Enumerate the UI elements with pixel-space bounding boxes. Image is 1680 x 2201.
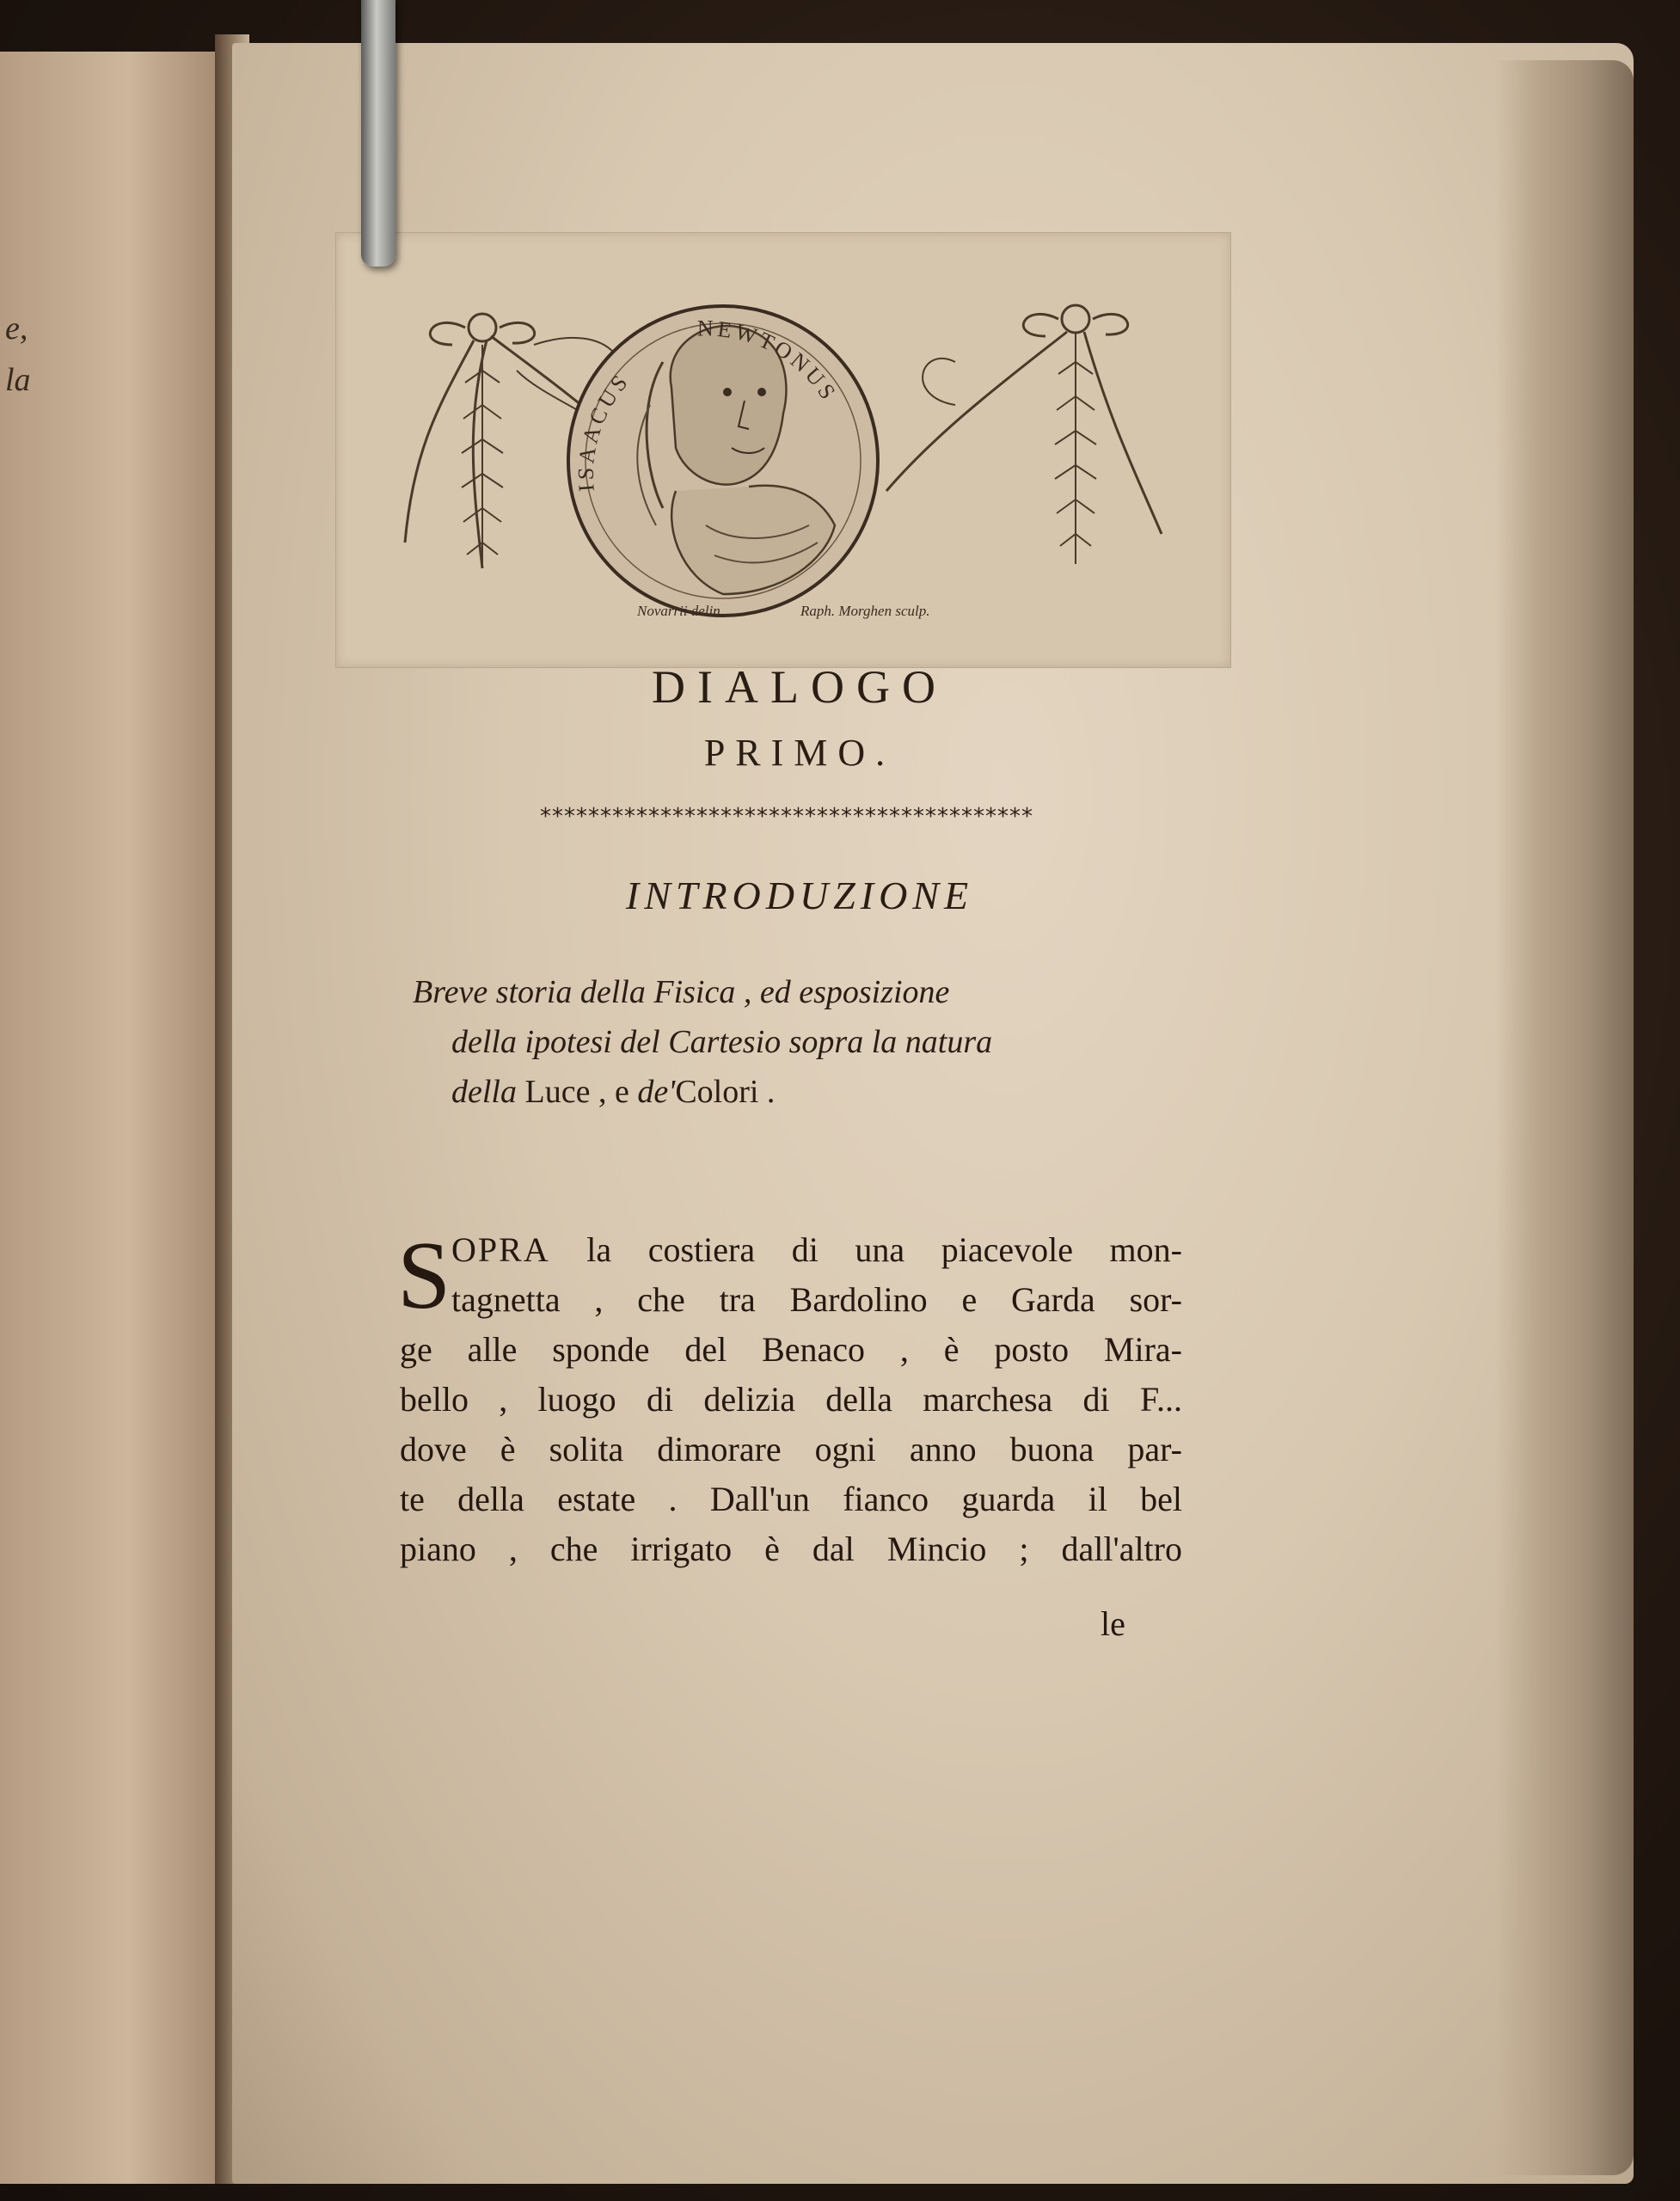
page-subtitle: PRIMO. xyxy=(703,732,896,774)
medallion-inscription-left: ISAACUS xyxy=(573,367,635,493)
engraving-plate xyxy=(335,232,1231,668)
body-line: piano , che irrigato è dal Mincio ; dall'altro xyxy=(400,1530,1182,1568)
first-word-small-caps: OPRA xyxy=(451,1230,550,1269)
chapter-summary xyxy=(413,967,1161,1117)
body-line: dove è solita dimorare ogni anno buona par- xyxy=(400,1430,1182,1468)
ornamental-divider: ***************************************** xyxy=(540,804,1033,830)
bookmark-pin xyxy=(361,0,395,267)
body-line: tagnetta , che tra Bardolino e Garda sor- xyxy=(451,1280,1182,1319)
catchword: le xyxy=(1101,1604,1125,1643)
section-heading: INTRODUZIONE xyxy=(625,874,974,917)
body-line: ge alle sponde del Benaco , è posto Mira- xyxy=(400,1330,1182,1369)
left-page-fragment: la xyxy=(5,362,31,398)
drop-cap: S xyxy=(397,1223,451,1329)
left-page xyxy=(0,52,232,2184)
body-paragraph xyxy=(400,1225,1182,1574)
body-line: bello , luogo di delizia della marchesa di F... xyxy=(400,1380,1182,1419)
page-title: DIALOGO xyxy=(652,661,947,713)
engraver-signature-left: Novarrii delin. xyxy=(637,603,725,619)
engraver-signature-right: Raph. Morghen sculp. xyxy=(800,603,930,619)
summary-line: della Luce , e de'Colori . xyxy=(451,1074,776,1110)
summary-line: Breve storia della Fisica , ed esposizione xyxy=(413,974,950,1010)
summary-line: della ipotesi del Cartesio sopra la natura xyxy=(451,1024,993,1060)
left-page-fragment: e, xyxy=(5,310,28,346)
engraving-illustration xyxy=(336,233,1230,667)
body-line: OPRA la costiera di una piacevole mon- xyxy=(451,1230,1182,1269)
garland-right xyxy=(886,305,1162,564)
medallion-inscription-right: NEWTONUS xyxy=(696,316,843,407)
page-deckle-edge xyxy=(1496,60,1634,2175)
body-line: te della estate . Dall'un fianco guarda il bel xyxy=(400,1480,1182,1518)
newton-medallion xyxy=(568,306,878,616)
